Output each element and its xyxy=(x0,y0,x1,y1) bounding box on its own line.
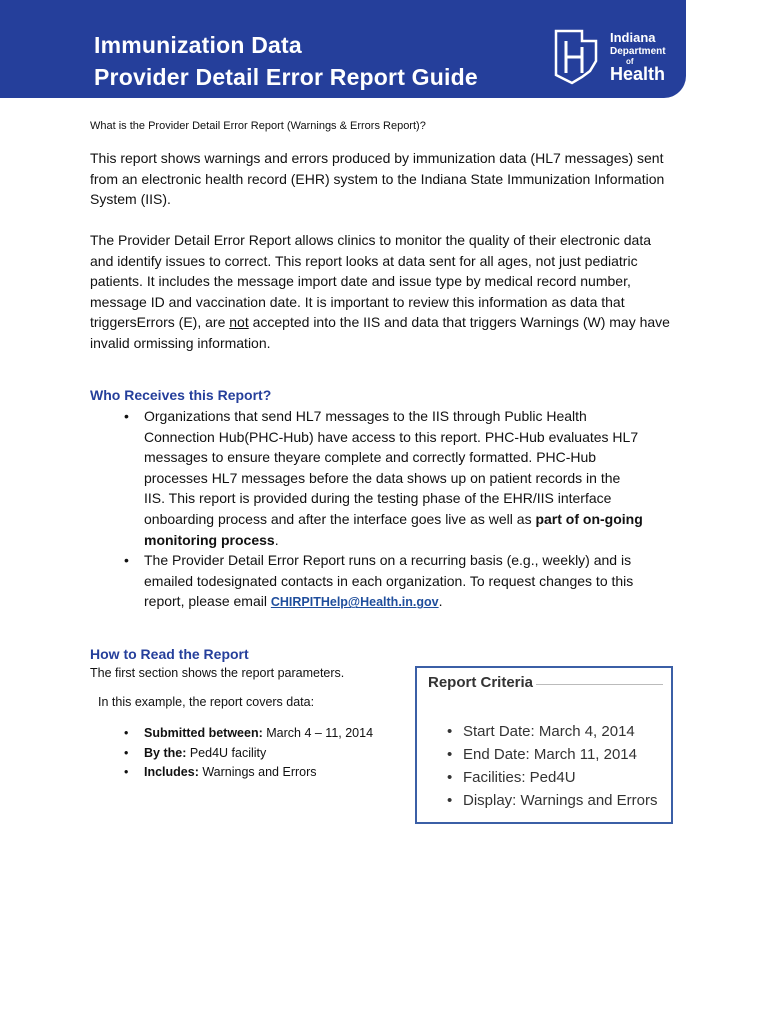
who-receives-list xyxy=(120,406,644,613)
title-line-2: Provider Detail Error Report Guide xyxy=(94,64,478,90)
criteria-list xyxy=(447,720,658,812)
list-item: • Display: Warnings and Errors xyxy=(447,789,658,812)
email-link[interactable]: CHIRPITHelp@Health.in.gov xyxy=(270,595,439,610)
heading-how-to-read: How to Read the Report xyxy=(90,646,249,662)
document-header xyxy=(0,0,686,98)
list-item: • Organizations that send HL7 messages to the IIS through Public Health Connection Hub(PHC-Hub) have access to this report. PHC-Hub evaluates HL7 messages to ensure theyare complete and correctly formatted. PHC-Hub processes HL7 messages before the data shows up on patient records in the IIS. This report is provided during the testing phase of the EHR/IIS interface onboarding process and after the interface goes live as well as part of on-going monitoring process. xyxy=(120,406,644,550)
logo-text-of: of xyxy=(626,57,634,66)
how-to-read-line-1: The first section shows the report parameters. xyxy=(90,666,345,680)
paragraph-details-tail: accepted into the IIS and data that triggers Warnings (W) may have invalid ormissing information. xyxy=(90,314,670,351)
list-item: • Submitted between: March 4 – 11, 2014 xyxy=(120,724,400,744)
list-item: • The Provider Detail Error Report runs on a recurring basis (e.g., weekly) and is emailed todesignated contacts in each organization. To request changes to this report, please email CHIRPITHelp@Health.in.gov. xyxy=(120,550,644,613)
title-line-1: Immunization Data xyxy=(94,32,302,58)
logo-text-indiana: Indiana xyxy=(610,30,656,45)
list-item: • Start Date: March 4, 2014 xyxy=(447,720,658,743)
paragraph-details-text: The Provider Detail Error Report allows clinics to monitor the quality of their electronic data and identify issues to correct. This report looks at data sent for all ages, not just pediatric patients. It includes the message import date and issue type by medical record number, message ID and vaccination date. It is important to review this information as data that triggersErrors (E), are xyxy=(90,232,652,331)
indiana-health-logo xyxy=(552,27,666,89)
list-item: • End Date: March 11, 2014 xyxy=(447,743,658,766)
intro-question: What is the Provider Detail Error Report (Warnings & Errors Report)? xyxy=(90,120,426,132)
how-to-read-line-2: In this example, the report covers data: xyxy=(98,695,315,709)
criteria-title: Report Criteria xyxy=(425,674,536,691)
report-criteria-screenshot xyxy=(415,666,673,824)
paragraph-intro: This report shows warnings and errors produced by immunization data (HL7 messages) sent from an electronic health record (EHR) system to the Indiana State Immunization Information System (IIS). xyxy=(90,150,665,208)
list-item: • By the: Ped4U facility xyxy=(120,744,400,764)
list-item: • Facilities: Ped4U xyxy=(447,766,658,789)
logo-text-department: Department xyxy=(610,46,666,57)
heading-who-receives: Who Receives this Report? xyxy=(90,387,272,403)
indiana-state-outline-logo-icon xyxy=(552,27,602,87)
emphasis-not: not xyxy=(229,314,249,331)
bold-ongoing-monitoring: part of on-going monitoring process xyxy=(144,510,643,548)
report-parameters-list xyxy=(120,724,400,783)
paragraph-details xyxy=(90,230,670,354)
list-item: • Includes: Warnings and Errors xyxy=(120,763,400,783)
logo-text-health: Health xyxy=(610,64,666,84)
